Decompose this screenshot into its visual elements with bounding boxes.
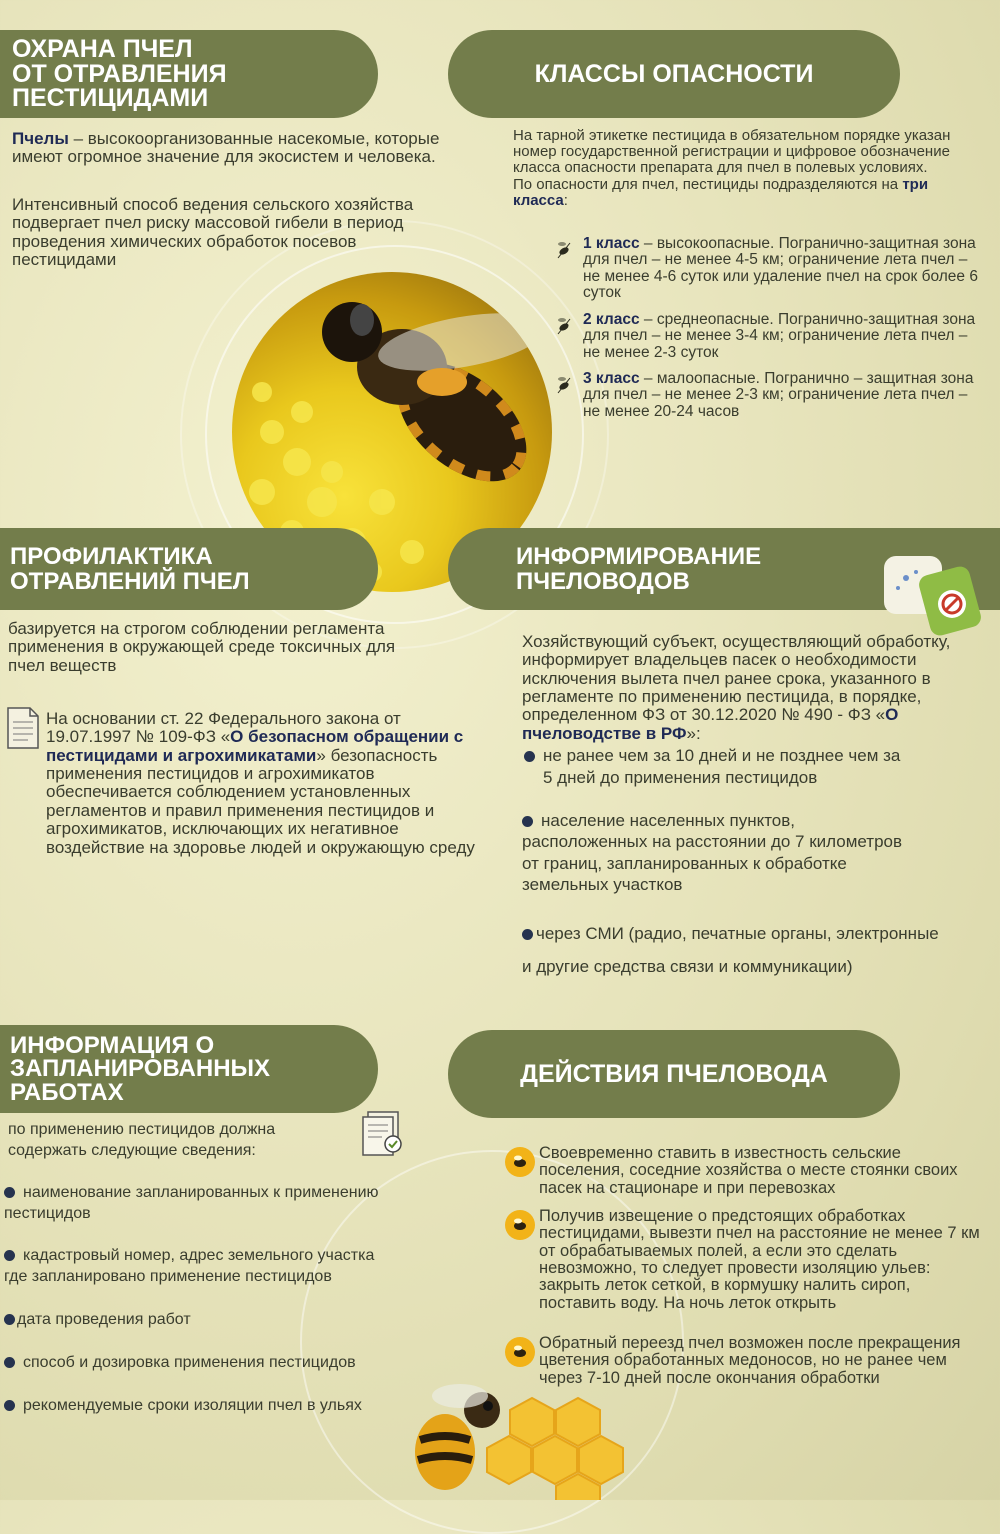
hazard-class-2: 2 класс – среднеопасные. Погранично-защитная зона для пчел – не менее 3-4 км; ограничение лета пчел – не менее 2-3 суток [553,312,983,361]
planned-item-4: способ и дозировка применения пестицидов [4,1353,474,1374]
action-item-3: Обратный переезд пчел возможен после прекращения цветения обработанных медоносов, но не ранее чем через 7-10 дней после окончания обработки [505,1335,985,1387]
bullet-dot [4,1187,15,1198]
informing-bullet-1: не ранее чем за 10 дней и не позднее чем за 5 дней до применения пестицидов [524,745,994,789]
section-title-actions: ДЕЙСТВИЯ ПЧЕЛОВОДА [448,1030,900,1118]
planned-item-2: кадастровый номер, адрес земельного участка где запланировано применение пестицидов [4,1247,375,1285]
document-icon [4,706,42,750]
classes-intro: На тарной этикетке пестицида в обязательном порядке указан номер государственной регистрации и цифровое обозначение класса опасности препарата для пчел в полевых условиях. По опасности для пчел, пестициды подразделяются на три класса: [513,127,951,209]
bullet-dot [524,751,535,762]
hazard-class-1: 1 класс – высокоопасные. Погранично-защитная зона для пчел – не менее 4-5 км; ограничение лета пчел – не менее 4-6 суток или удаление пчел на срок более 6 суток [553,236,983,301]
action-item-1: Своевременно ставить в известность сельские поселения, соседние хозяйства о месте стоянки своих пасек на стационаре и при перевозках [505,1145,985,1197]
bullet-dot [522,929,533,940]
action-item-2: Получив извещение о предстоящих обработках пестицидами, вывезти пчел на расстояние не менее 7 км от обрабатываемых полей, а если это сделать невозможно, то следует провести изоляцию ульев: закрыть леток сеткой, в кормушку налить сироп, поставить воду. На ночь леток открыть [505,1208,985,1312]
bullet-dot [522,816,533,827]
section-title-classes: КЛАССЫ ОПАСНОСТИ [448,30,900,118]
informing-bullet-3: через СМИ (радио, печатные органы, электронные и другие средства связи и коммуникации) [522,924,939,977]
section-title-protection: ОХРАНА ПЧЕЛ ОТ ОТРАВЛЕНИЯ ПЕСТИЦИДАМИ [0,30,378,118]
bee-small-icon [553,314,575,336]
section-title-informing: ИНФОРМИРОВАНИЕ ПЧЕЛОВОДОВ [448,528,1000,610]
bee-small-icon [553,373,575,395]
bee-small-icon [553,238,575,260]
bee-badge-icon [505,1147,535,1177]
bullet-dot [4,1400,15,1411]
informing-bullet-2: население населенных пунктов, расположенных на расстоянии до 7 километров от границ, запланированных к обработке земельных участков [522,811,903,894]
bee-badge-icon [505,1337,535,1367]
protection-paragraph-2: Интенсивный способ ведения сельского хозяйства подвергает пчел риску массовой гибели в период проведения химических обработок посевов пестицидами [12,195,414,270]
prevention-paragraph: базируется на строгом соблюдении регламента применения в окружающей среде токсичных для пчел веществ [8,619,396,675]
law-reference-paragraph: На основании ст. 22 Федерального закона от 19.07.1997 № 109-ФЗ «О безопасном обращении с пестицидами и агрохимикатами» безопасность применения пестицидов и агрохимикатов обеспечивается соблюдением установленных регламентов и правил применения пестицидов и агрохимикатов, исключающих их негативное воздействие на здоровье людей и окружающую среду [46,709,475,857]
planned-item-1: наименование запланированных к применению пестицидов [4,1184,379,1222]
bullet-dot [4,1314,15,1325]
hazard-class-3: 3 класс – малоопасные. Погранично – защитная зона для пчел – не менее 2-3 км; ограничение лета пчел – не менее 20-24 часов [553,371,983,420]
planned-item-3: дата проведения работ [4,1310,474,1331]
honeycomb-bee-illustration [410,1380,640,1500]
protection-paragraph-1: Пчелы – высокоорганизованные насекомые, которые имеют огромное значение для экосистем и человека. [12,129,440,167]
sprayer-icon [876,548,986,640]
bullet-dot [4,1357,15,1368]
bullet-dot [4,1250,15,1261]
report-document-icon [358,1108,408,1158]
planned-intro: по применению пестицидов должна содержать следующие сведения: [8,1121,276,1159]
section-title-planned: ИНФОРМАЦИЯ О ЗАПЛАНИРОВАННЫХ РАБОТАХ [0,1025,378,1113]
planned-item-5: рекомендуемые сроки изоляции пчел в ульях [4,1396,474,1417]
bee-badge-icon [505,1210,535,1240]
informing-paragraph: Хозяйствующий субъект, осуществляющий обработку, информирует владельцев пасек о необходимости исключения вылета пчел ранее срока, указанного в регламенте по применению пестицида, в порядке, определенном ФЗ от 30.12.2020 № 490 - ФЗ «О пчеловодстве в РФ»: [522,632,951,743]
section-title-prevention: ПРОФИЛАКТИКА ОТРАВЛЕНИЙ ПЧЕЛ [0,528,378,610]
